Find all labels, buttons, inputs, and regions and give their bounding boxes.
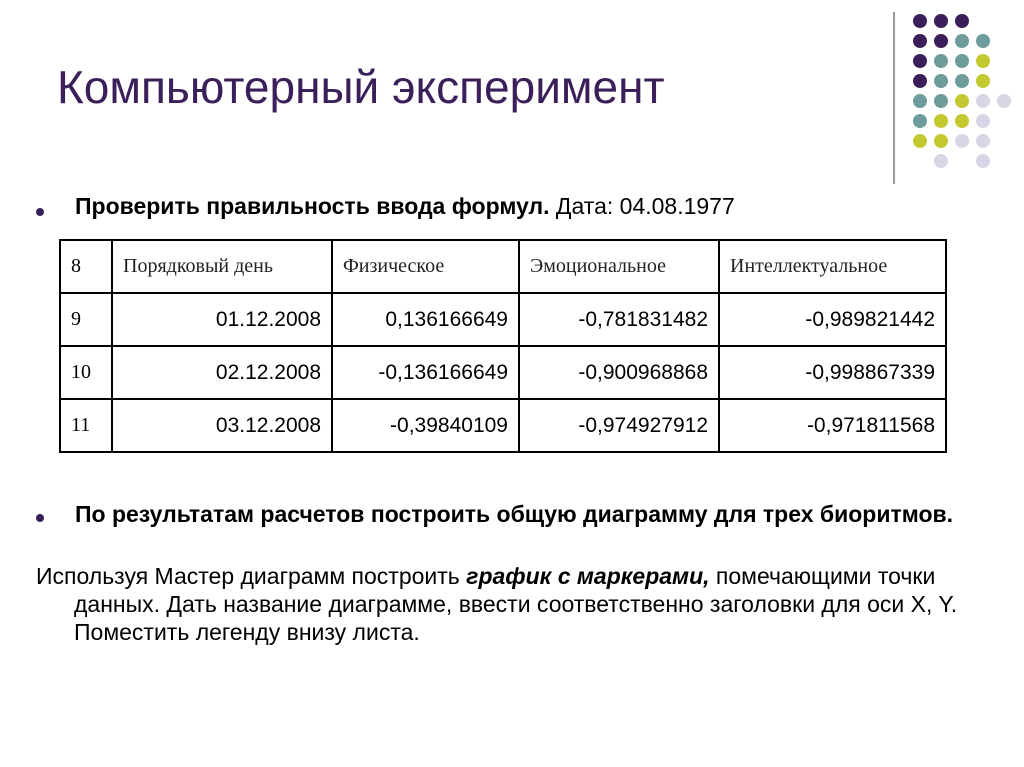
table-cell: 10 [60, 346, 112, 399]
dot [976, 74, 990, 88]
dot [913, 74, 927, 88]
dot [955, 54, 969, 68]
paragraph-part1: Используя Мастер диаграмм построить [36, 563, 467, 589]
table-cell: 8 [60, 240, 112, 293]
dot [934, 114, 948, 128]
table-header-cell: Физическое [332, 240, 519, 293]
dot [976, 54, 990, 68]
paragraph-part2: помечающими точки данных. Дать название диаграмме, ввести соответственно заголовки для оси X, Y. Поместить легенду внизу листа. [74, 563, 958, 645]
table-header-row [60, 240, 946, 293]
bullet-1 [75, 193, 735, 220]
table-cell: 9 [60, 293, 112, 346]
bullet-1-bold: Проверить правильность ввода формул. [75, 193, 550, 219]
table-header-cell: Эмоциональное [519, 240, 719, 293]
table-row [60, 346, 946, 399]
table-row [60, 293, 946, 346]
dot [934, 154, 948, 168]
dot [934, 34, 948, 48]
table-cell: -0,136166649 [332, 346, 519, 399]
dot [934, 54, 948, 68]
bullet-icon [36, 514, 44, 522]
dot [955, 14, 969, 28]
table-header-cell: Порядковый день [112, 240, 332, 293]
table-header-cell: Интеллектуальное [719, 240, 946, 293]
dot [913, 94, 927, 108]
table-cell: -0,39840109 [332, 399, 519, 452]
table-cell: -0,971811568 [719, 399, 946, 452]
biorhythm-table [59, 239, 947, 453]
table-cell: -0,781831482 [519, 293, 719, 346]
paragraph-emphasis: график с маркерами, [466, 563, 710, 589]
dot [997, 94, 1011, 108]
dot [976, 154, 990, 168]
dot [913, 14, 927, 28]
slide-title: Компьютерный эксперимент [57, 61, 665, 113]
bullet-icon [36, 208, 44, 216]
dot [913, 54, 927, 68]
table-cell: -0,989821442 [719, 293, 946, 346]
table-cell: 0,136166649 [332, 293, 519, 346]
table-cell: 03.12.2008 [112, 399, 332, 452]
dot [976, 34, 990, 48]
dot [934, 94, 948, 108]
dot [955, 134, 969, 148]
dot [913, 34, 927, 48]
instruction-paragraph [36, 562, 1014, 646]
divider-line [893, 12, 895, 184]
table-cell: -0,974927912 [519, 399, 719, 452]
dot [955, 94, 969, 108]
dot [913, 114, 927, 128]
dot [934, 14, 948, 28]
bullet-1-date: Дата: 04.08.1977 [549, 193, 735, 219]
table-cell: 01.12.2008 [112, 293, 332, 346]
table-row [60, 399, 946, 452]
bullet-2: По результатам расчетов построить общую диаграмму для трех биоритмов. [75, 501, 954, 527]
table-cell: 11 [60, 399, 112, 452]
dot [934, 74, 948, 88]
dot [955, 34, 969, 48]
dot [955, 114, 969, 128]
dot [955, 74, 969, 88]
dot [976, 94, 990, 108]
table-cell: -0,900968868 [519, 346, 719, 399]
table-cell: -0,998867339 [719, 346, 946, 399]
dot [976, 134, 990, 148]
dot [913, 134, 927, 148]
dot [934, 134, 948, 148]
dot [976, 114, 990, 128]
table-cell: 02.12.2008 [112, 346, 332, 399]
